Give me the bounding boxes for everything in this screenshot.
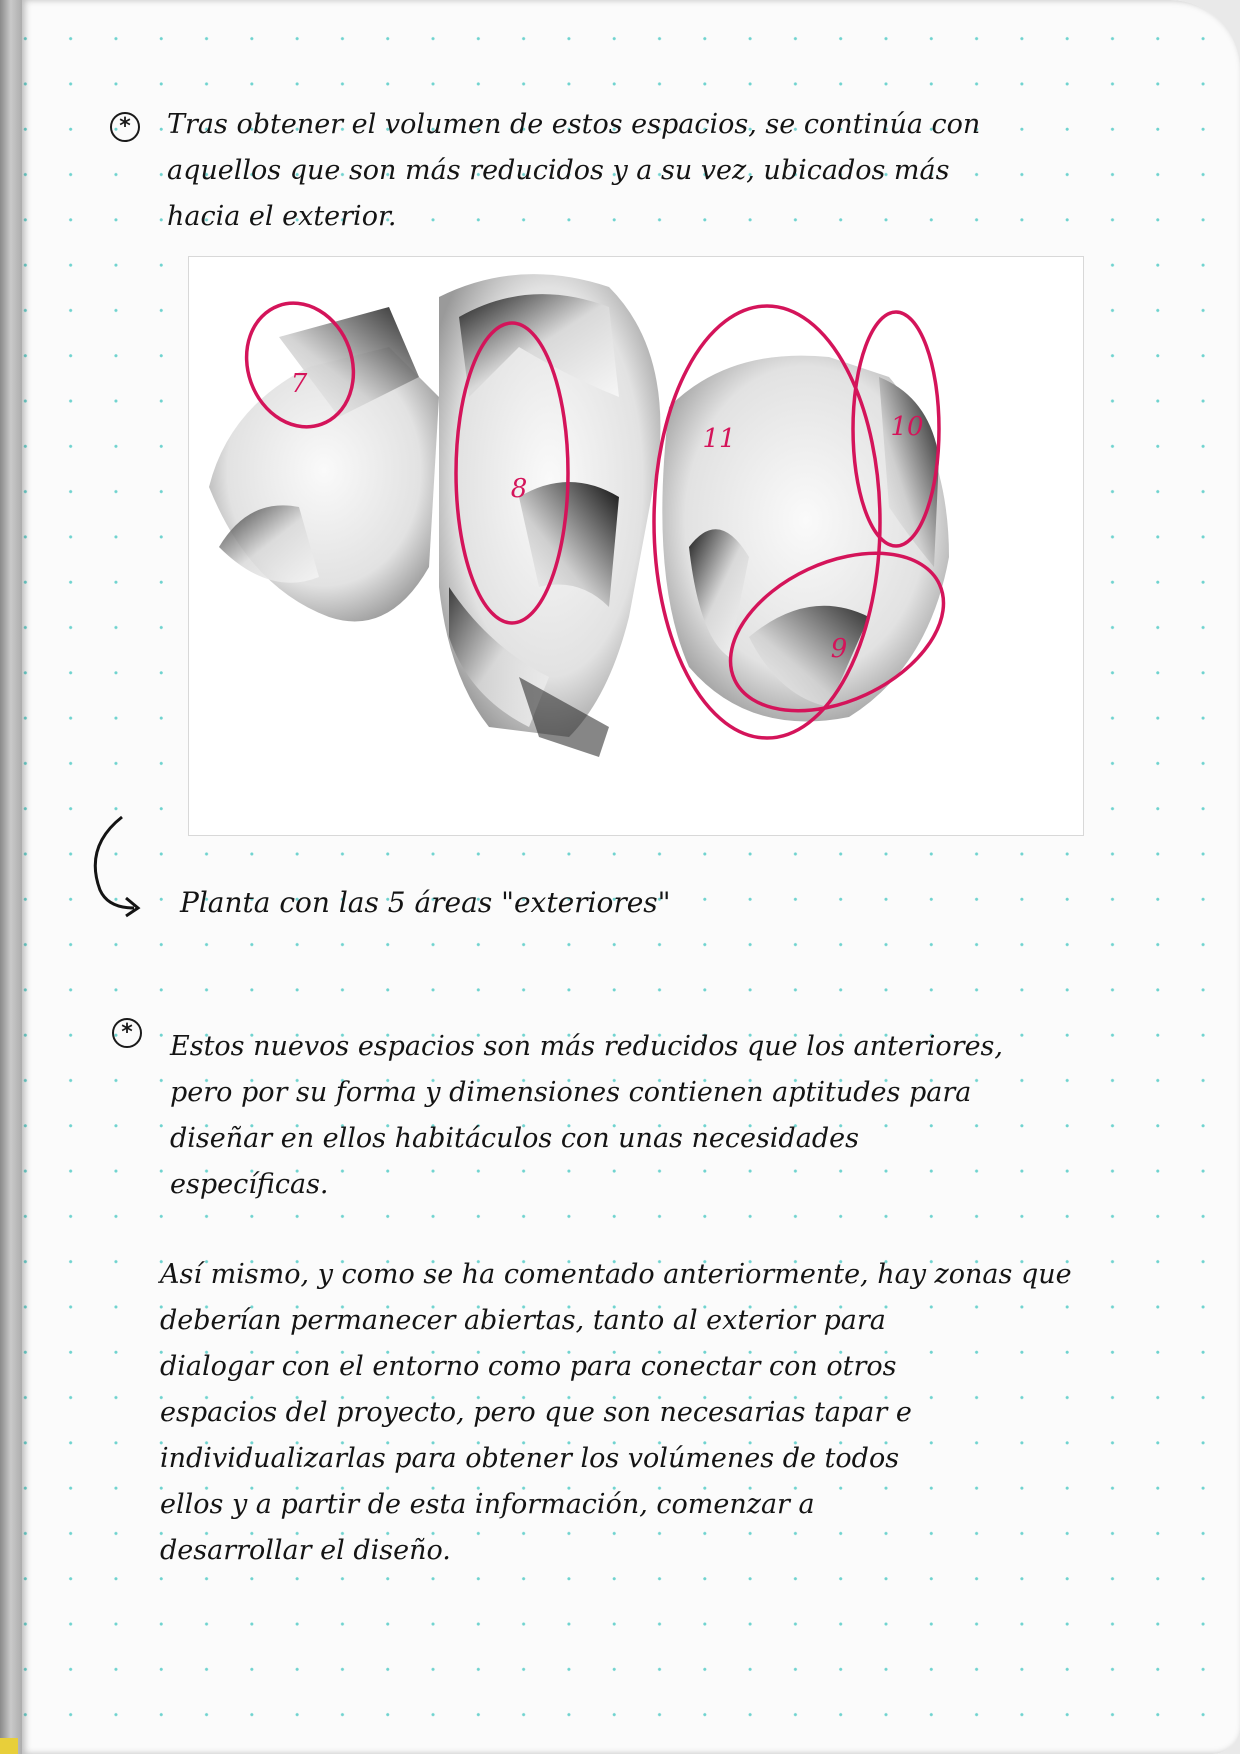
plan-volumes xyxy=(209,274,949,757)
area-label-10: 10 xyxy=(890,412,924,442)
area-label-9: 9 xyxy=(830,634,848,664)
notebook-binding xyxy=(0,0,24,1754)
curved-arrow-icon xyxy=(82,812,172,922)
notebook-page xyxy=(22,0,1240,1754)
area-label-7: 7 xyxy=(290,369,308,399)
page-marker-tab xyxy=(0,1738,18,1754)
figure-caption: Planta con las 5 áreas "exteriores" xyxy=(180,886,671,919)
plan-figure xyxy=(188,256,1084,836)
plan-drawing xyxy=(189,257,1083,835)
asterisk-bullet-icon: * xyxy=(110,112,140,142)
note-paragraph-2: Estos nuevos espacios son más reducidos que los anteriores, pero por su forma y dimensiones contienen aptitudes para diseñar en ellos habitáculos con unas necesidades específicas. xyxy=(170,1031,1003,1200)
note-paragraph-3: Así mismo, y como se ha comentado anteriormente, hay zonas que deberían permanecer abiertas, tanto al exterior para dialogar con el entorno como para conectar con otros espacios del proyecto, pero que son necesarias tapar e individualizarlas para obtener los volúmenes de todos ellos y a partir de esta información, comenzar a desarrollar el diseño. xyxy=(160,1259,1072,1566)
note-paragraph-1: Tras obtener el volumen de estos espacios, se continúa con aquellos que son más reducidos y a su vez, ubicados más hacia el exterior. xyxy=(167,109,981,232)
asterisk-bullet-icon: * xyxy=(112,1018,142,1048)
area-label-11: 11 xyxy=(702,424,736,454)
area-label-8: 8 xyxy=(510,474,528,504)
